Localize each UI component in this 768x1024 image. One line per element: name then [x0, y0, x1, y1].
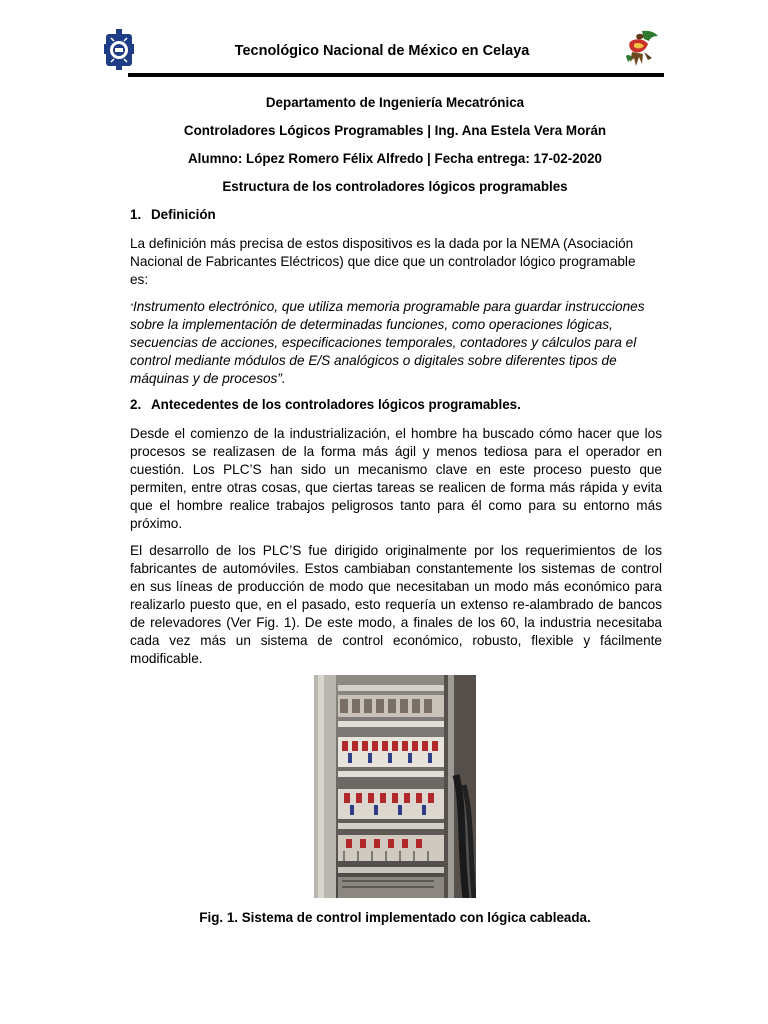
- quote-line: sobre la implementación de determinadas funciones, como operaciones lógicas,: [130, 317, 613, 332]
- quote-line: máquinas y de procesos”.: [130, 371, 286, 386]
- course-line: Controladores Lógicos Programables | Ing. Ana Estela Vera Morán: [183, 123, 607, 138]
- student-line: Alumno: López Romero Félix Alfredo | Fecha entrega: 17-02-2020: [188, 151, 602, 166]
- header-title: Tecnológico Nacional de México en Celaya: [234, 43, 530, 59]
- section-number: 1.: [130, 207, 142, 222]
- figure-caption: Fig. 1. Sistema de control implementado con lógica cableada.: [199, 910, 591, 925]
- section-heading: [130, 397, 521, 412]
- section-title: Definición: [151, 207, 216, 222]
- department-line: Departamento de Ingeniería Mecatrónica: [265, 95, 525, 110]
- history-paragraph-2: El desarrollo de los PLC’S fue dirigido originalmente por los requerimientos de los fabricantes de automóviles. Estos cambiaban constantemente los sistemas de control en sus líneas de producción de modo que necesitaban un modo más económico para realizarlo puesto que, en el pasado, esto requería un extenso re-alambrado de bancos de relevadores (Ver Fig. 1). De este modo, a finales de los 60, la industria necesitaba cada vez más un sistema de control económico, robusto, flexible y fácilmente modificable.: [130, 543, 662, 666]
- quote-line: Instrumento electrónico, que utiliza memoria programable para guardar instrucciones: [133, 299, 645, 314]
- paragraph-line: Nacional de Fabricantes Eléctricos) que dice que un controlador lógico programable: [130, 254, 636, 269]
- paragraph-line: La definición más precisa de estos dispositivos es la dada por la NEMA (Asociación: [130, 236, 634, 251]
- quote-line: control mediante módulos de E/S analógicos o digitales sobre diferentes tipos de: [130, 353, 617, 368]
- definition-paragraph: [130, 235, 662, 289]
- header-divider: [128, 73, 664, 77]
- quote-mark: “: [130, 302, 133, 312]
- history-paragraph-1: Desde el comienzo de la industrialización, el hombre ha buscado cómo hacer que los procesos se realizasen de la forma más ágil y menos tediosa para el operador en cuestión. Los PLC’S han sido un mecanismo clave en este proceso puesto que permiten, entre otras cosas, que ciertas tareas se realicen de forma más rápida y evita que el hombre realice trabajos peligrosos tanto para él como para su entorno más próximo.: [130, 426, 662, 531]
- section-title: Antecedentes de los controladores lógicos programables.: [151, 397, 521, 412]
- control-cabinet-photo: [314, 675, 476, 898]
- paragraph-line: es:: [130, 272, 149, 287]
- eagle-emblem-icon: [622, 28, 660, 72]
- document-title: Estructura de los controladores lógicos programables: [222, 179, 568, 194]
- section-heading: [130, 207, 216, 222]
- page-header: [100, 28, 664, 76]
- quote-line: secuencias de acciones, especificaciones temporales, contadores y cálculos para el: [130, 335, 637, 350]
- definition-quote: [130, 298, 662, 388]
- section-number: 2.: [130, 397, 142, 412]
